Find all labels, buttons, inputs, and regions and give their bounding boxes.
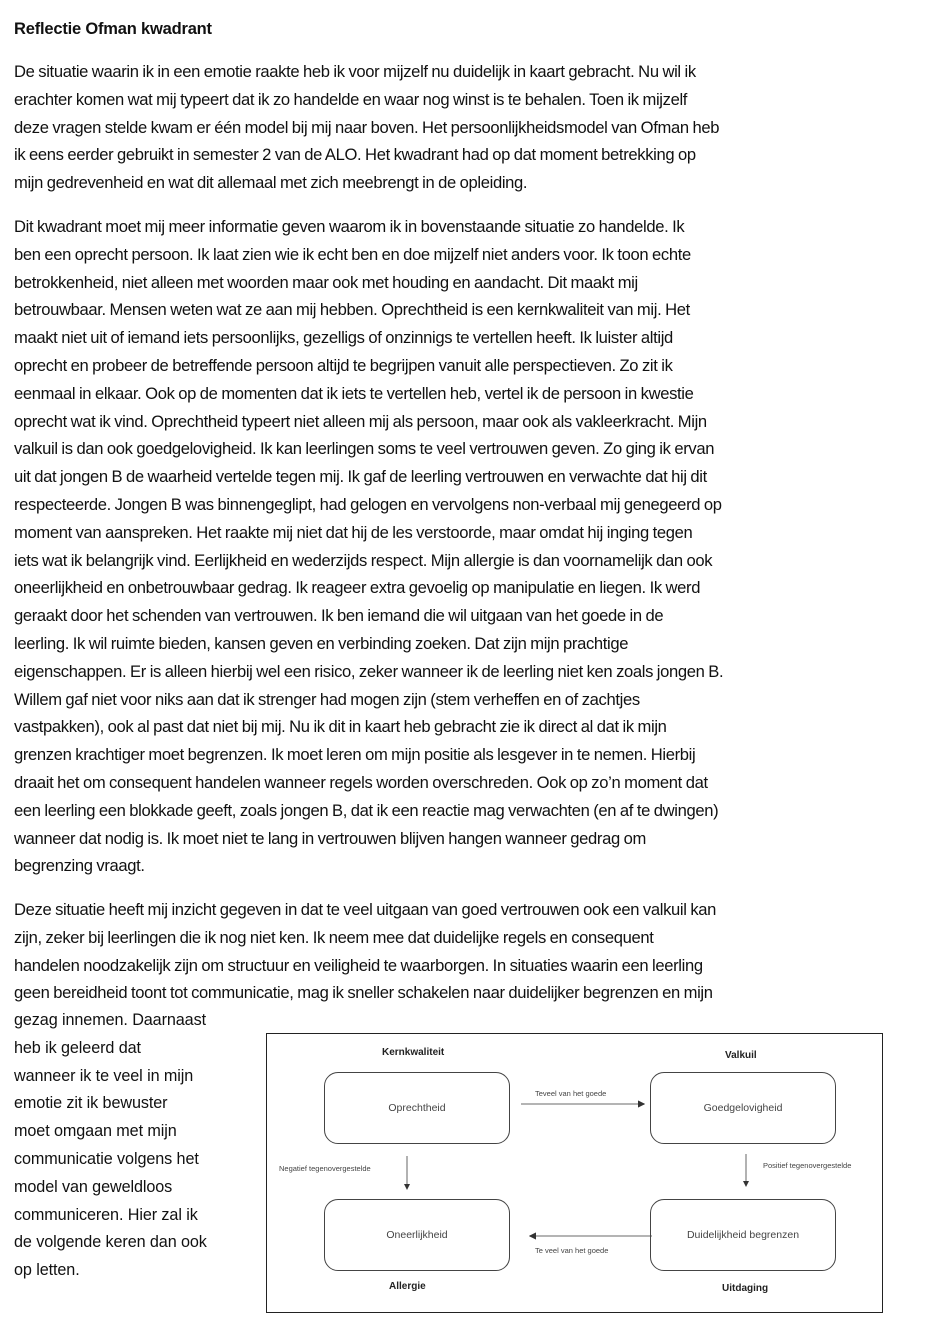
text-line: gezag innemen. Daarnaast	[14, 1011, 206, 1029]
text-line: iets wat ik belangrijk vind. Eerlijkheid en wederzijds respect. Mijn allergie is dan voornamelijk dan ook	[14, 550, 713, 570]
text-line: ben een oprecht persoon. Ik laat zien wie ik echt ben en doe mijzelf niet anders voor. Ik toon echte	[14, 244, 691, 264]
ofman-quadrant-diagram	[266, 1033, 883, 1313]
box-oneerlijkheid	[324, 1199, 510, 1271]
text-line: zijn, zeker bij leerlingen die ik nog niet ken. Ik neem mee dat duidelijke regels en consequent	[14, 927, 654, 947]
heading-allergie: Allergie	[389, 1281, 426, 1292]
arrow-label-bottom: Te veel van het goede	[535, 1246, 609, 1255]
text-line: valkuil is dan ook goedgelovigheid. Ik kan leerlingen soms te veel vertrouwen geven. Zo ging ik ervan	[14, 439, 715, 459]
text-line: erachter komen wat mij typeert dat ik zo handelde en waar nog winst is te behalen. Toen ik mijzelf	[14, 89, 688, 109]
text-line: eenmaal in elkaar. Ook op de momenten dat ik iets te vertellen heb, vertel ik de persoon in kwestie	[14, 383, 694, 403]
document-title: Reflectie Ofman kwadrant	[14, 20, 212, 38]
text-line: mijn gedrevenheid en wat dit allemaal met zich meebrengt in de opleiding.	[14, 173, 528, 193]
text-line: De situatie waarin ik in een emotie raakte heb ik voor mijzelf nu duidelijk in kaart gebracht. Nu wil ik	[14, 62, 696, 81]
text-line: model van geweldloos	[14, 1177, 173, 1196]
text-line: betrokkenheid, niet alleen met woorden maar ook met houding en aandacht. Dit maakt mij	[14, 272, 638, 292]
text-line: wanneer dat nodig is. Ik moet niet te lang in vertrouwen blijven hangen wanneer gedrag om	[14, 828, 646, 848]
text-line: moment van aanspreken. Het raakte mij niet dat hij de les verstoorde, maar omdat hij inging tegen	[14, 522, 693, 542]
text-line: maakt niet uit of iemand iets persoonlijks, gezelligs of onzinnigs te vertellen heeft. Ik luister altijd	[14, 328, 673, 348]
text-line: vastpakken), ook al past dat niet bij mij. Nu ik dit in kaart heb gebracht zie ik direct al dat ik mijn	[14, 717, 667, 737]
box-label: Goedgelovigheid	[703, 1102, 783, 1114]
text-line: op letten.	[14, 1261, 80, 1280]
text-line: ik eens eerder gebruikt in semester 2 van de ALO. Het kwadrant had op dat moment betrekking op	[14, 145, 696, 165]
paragraph-intro	[14, 58, 919, 197]
paragraph-conclusion	[14, 896, 919, 1007]
text-line: geraakt door het schenden van vertrouwen. Ik ben iemand die wil uitgaan van het goede in de	[14, 606, 664, 626]
box-duidelijkheid-begrenzen	[650, 1199, 836, 1271]
arrow-label-top: Teveel van het goede	[535, 1089, 607, 1098]
paragraph-analysis	[14, 213, 919, 880]
text-line: communiceren. Hier zal ik	[14, 1205, 198, 1224]
text-line: oprecht en probeer de betreffende persoon altijd te begrijpen vanuit alle perspectieven. Zo zit ik	[14, 355, 673, 375]
box-label: Oneerlijkheid	[386, 1229, 448, 1241]
text-line: grenzen krachtiger moet begrenzen. Ik moet leren om mijn positie als lesgever in te nemen. Hierbij	[14, 745, 696, 765]
text-line: emotie zit ik bewuster	[14, 1094, 168, 1113]
text-line: heb ik geleerd dat	[14, 1038, 141, 1057]
text-line: draait het om consequent handelen wanneer regels worden overschreden. Ook op zo’n moment dat	[14, 772, 708, 792]
box-goedgelovigheid	[650, 1072, 836, 1144]
text-line: geen bereidheid toont tot communicatie, mag ik sneller schakelen naar duidelijker begrenzen en mijn	[14, 983, 713, 1003]
text-line: Willem gaf niet voor niks aan dat ik strenger had mogen zijn (stem verheffen en of zachtjes	[14, 689, 640, 709]
text-line: eigenschappen. Er is alleen hierbij wel een risico, zeker wanneer ik de leerling niet ken zoals jongen B.	[14, 661, 724, 681]
text-line: leerling. Ik wil ruimte bieden, kansen geven en verbinding zoeken. Dat zijn mijn prachtige	[14, 633, 629, 653]
text-line: oneerlijkheid en onbetrouwbaar gedrag. Ik reageer extra gevoelig op manipulatie en liegen. Ik werd	[14, 578, 701, 598]
text-line: Dit kwadrant moet mij meer informatie geven waarom ik in bovenstaande situatie zo handelde. Ik	[14, 217, 685, 236]
text-line: handelen noodzakelijk zijn om structuur en veiligheid te waarborgen. In situaties waarin een leerling	[14, 955, 703, 975]
heading-uitdaging: Uitdaging	[722, 1283, 769, 1294]
paragraph-conclusion-wrapped	[14, 1007, 274, 1285]
text-line: betrouwbaar. Mensen weten wat ze aan mij hebben. Oprechtheid is een kernkwaliteit van mij. Het	[14, 300, 690, 320]
text-line: deze vragen stelde kwam er één model bij mij naar boven. Het persoonlijkheidsmodel van Ofman heb	[14, 117, 720, 137]
text-line: respecteerde. Jongen B was binnengeglipt, had gelogen en vervolgens non-verbaal mij genegeerd op	[14, 494, 722, 514]
text-line: moet omgaan met mijn	[14, 1122, 177, 1141]
text-line: wanneer ik te veel in mijn	[14, 1066, 194, 1085]
box-label: Duidelijkheid begrenzen	[686, 1229, 800, 1241]
text-line: Deze situatie heeft mij inzicht gegeven in dat te veel uitgaan van goed vertrouwen ook een valkuil kan	[14, 900, 717, 919]
box-label: Oprechtheid	[388, 1102, 446, 1114]
text-line: begrenzing vraagt.	[14, 856, 145, 876]
arrow-label-right: Positief tegenovergestelde	[763, 1161, 852, 1170]
heading-valkuil: Valkuil	[725, 1050, 757, 1061]
text-line: uit dat jongen B de waarheid vertelde tegen mij. Ik gaf de leerling vertrouwen en verwachte dat hij dit	[14, 467, 707, 487]
heading-kernkwaliteit: Kernkwaliteit	[382, 1047, 445, 1058]
text-line: communicatie volgens het	[14, 1149, 199, 1168]
text-line: een leerling een blokkade geeft, zoals jongen B, dat ik een reactie mag verwachten (en af te dwingen)	[14, 800, 719, 820]
box-oprechtheid	[324, 1072, 510, 1144]
arrow-label-left: Negatief tegenovergestelde	[279, 1164, 371, 1173]
text-line: de volgende keren dan ook	[14, 1233, 207, 1252]
text-line: oprecht wat ik vind. Oprechtheid typeert niet alleen mij als persoon, maar ook als vakleerkracht. Mijn	[14, 411, 707, 431]
